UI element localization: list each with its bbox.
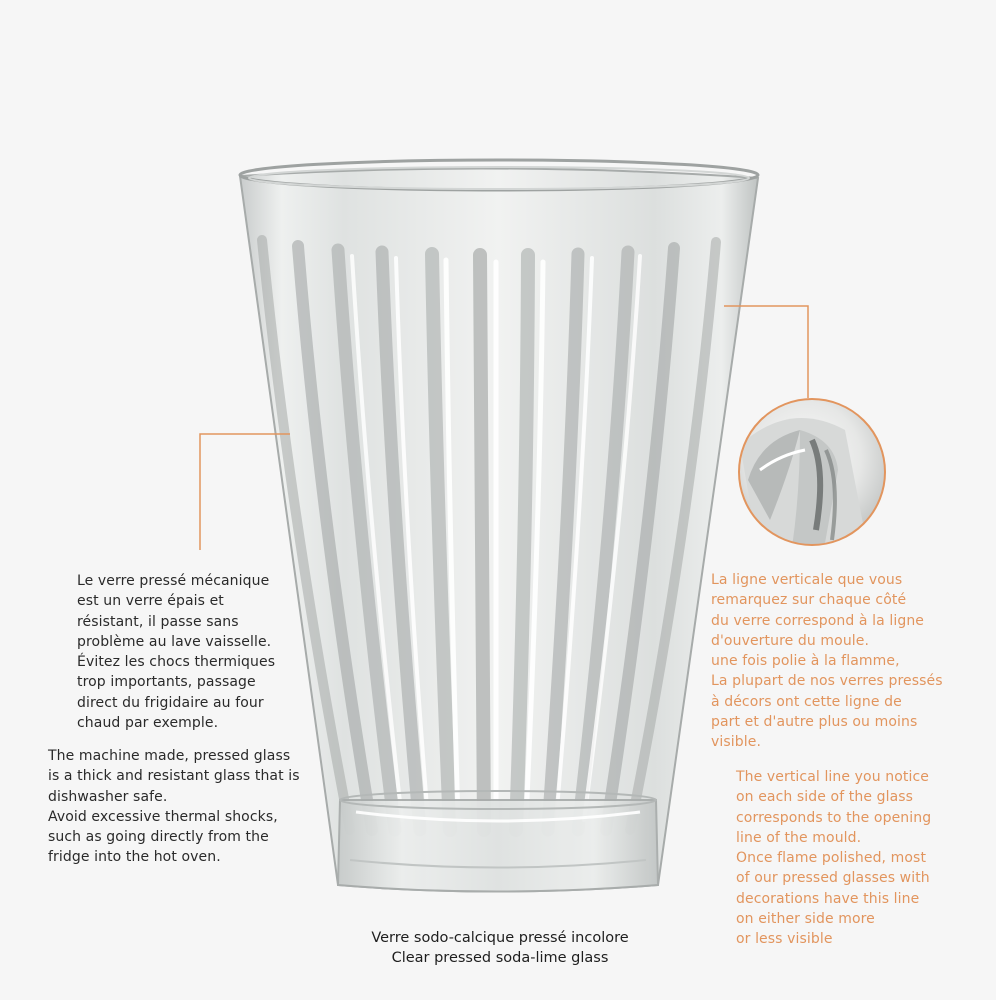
right-en-line: line of the mould. xyxy=(736,829,862,846)
right-fr-line: à décors ont cette ligne de xyxy=(711,693,902,710)
left-en-line: fridge into the hot oven. xyxy=(48,849,221,866)
left-en-line: dishwasher safe. xyxy=(48,788,168,805)
right-fr-line: La plupart de nos verres pressés xyxy=(711,673,943,690)
left-text-fr xyxy=(77,571,275,733)
left-fr-line: trop importants, passage xyxy=(77,674,256,691)
left-callout-line xyxy=(200,434,290,550)
right-en-line: on each side of the glass xyxy=(736,789,914,806)
left-fr-line: Le verre pressé mécanique xyxy=(77,573,270,589)
caption-fr: Verre sodo-calcique pressé incolore xyxy=(371,930,629,946)
right-fr-line: part et d'autre plus ou moins xyxy=(711,714,918,731)
left-en-line: is a thick and resistant glass that is xyxy=(48,768,300,785)
product-caption xyxy=(330,928,670,968)
left-fr-line: chaud par exemple. xyxy=(77,715,219,732)
left-en-line: The machine made, pressed glass xyxy=(48,748,291,764)
right-fr-line: La ligne verticale que vous xyxy=(711,572,903,588)
right-en-line: of our pressed glasses with xyxy=(736,870,930,887)
right-text-fr xyxy=(711,570,943,753)
right-fr-line: du verre correspond à la ligne xyxy=(711,612,925,629)
left-fr-line: problème au lave vaisselle. xyxy=(77,633,272,650)
right-fr-line: remarquez sur chaque côté xyxy=(711,592,907,609)
right-en-line: on either side more xyxy=(736,911,875,928)
right-fr-line: une fois polie à la flamme, xyxy=(711,653,900,670)
caption-en: Clear pressed soda-lime glass xyxy=(391,950,609,966)
right-en-line: corresponds to the opening xyxy=(736,809,932,826)
left-en-line: such as going directly from the xyxy=(48,829,269,846)
glass-base xyxy=(338,800,658,892)
right-fr-line: d'ouverture du moule. xyxy=(711,632,870,649)
right-en-line: or less visible xyxy=(736,931,833,948)
left-fr-line: direct du frigidaire au four xyxy=(77,694,264,711)
right-en-line: decorations have this line xyxy=(736,890,920,907)
left-text-en xyxy=(48,746,300,868)
left-en-line: Avoid excessive thermal shocks, xyxy=(48,808,278,825)
mould-line-zoom-circle xyxy=(739,399,885,560)
left-fr-line: résistant, il passe sans xyxy=(77,613,239,630)
right-fr-line: visible. xyxy=(711,734,761,751)
left-fr-line: Évitez les chocs thermiques xyxy=(77,654,276,671)
right-en-line: The vertical line you notice xyxy=(736,769,929,785)
right-en-line: Once flame polished, most xyxy=(736,850,927,867)
left-fr-line: est un verre épais et xyxy=(77,593,224,610)
right-text-en xyxy=(736,767,931,950)
